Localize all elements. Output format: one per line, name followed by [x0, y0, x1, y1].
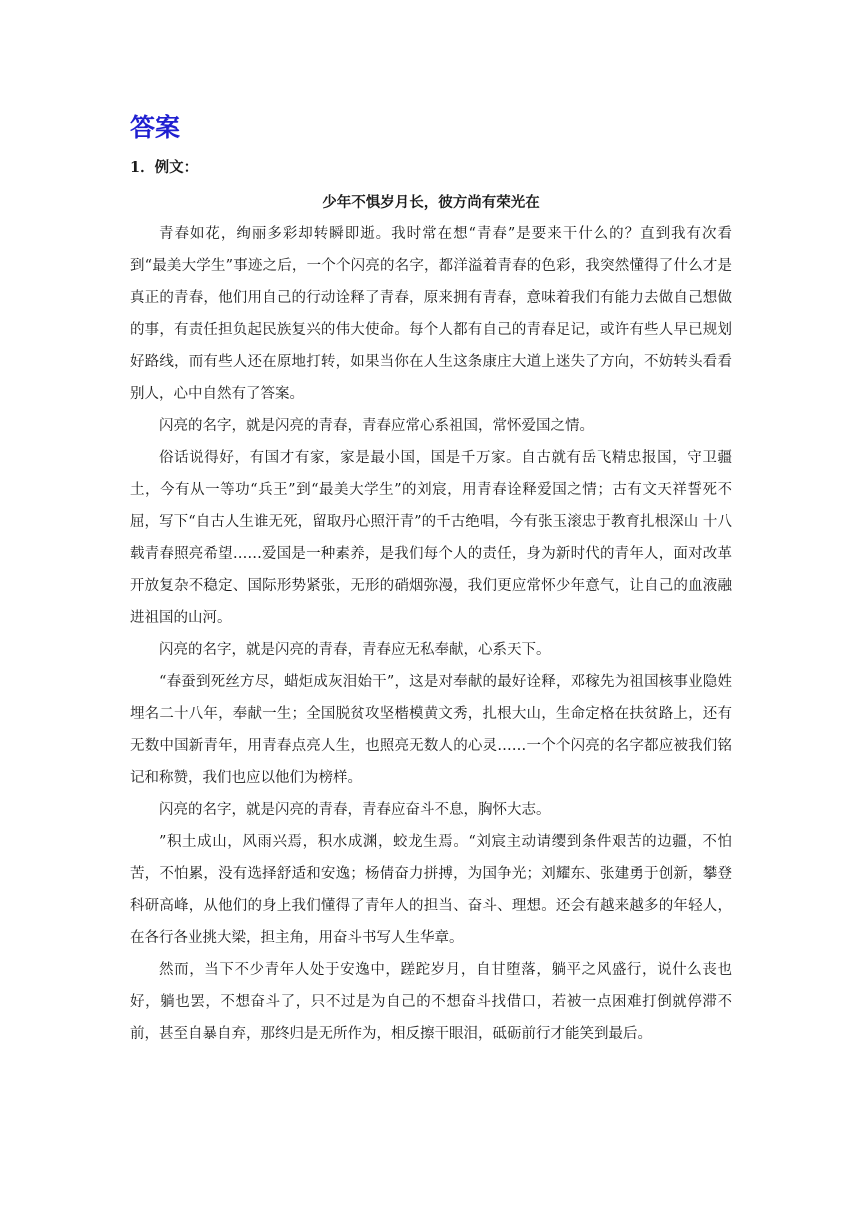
essay-paragraph: 闪亮的名字，就是闪亮的青春，青春应奋斗不息，胸怀大志。 — [159, 802, 551, 818]
answer-heading: 答案 — [130, 113, 181, 142]
answer-page — [130, 108, 732, 1050]
essay-paragraph: 青春如花，绚丽多彩却转瞬即逝。我时常在想“青春”是要来干什么的？直到我有次看到“最美大学生”事迹之后，一个个闪亮的名字，都洋溢着青春的色彩，我突然懂得了什么才是真正的青春，他们用自己的行动诠释了青春，原来拥有青春，意味着我们有能力去做自己想做的事，有责任担负起民族复兴的伟大使命。每个人都有自己的青春足记，或许有些人早已规划好路线，而有些人还在原地打转，如果当你在人生这条康庄大道上迷失了方向，不妨转头看看别人，心中自然有了答案。 — [130, 226, 732, 402]
essay-paragraph: 闪亮的名字，就是闪亮的青春，青春应常心系祖国，常怀爱国之情。 — [159, 418, 594, 434]
essay-paragraph: “春蚕到死丝方尽，蜡炬成灰泪始干”，这是对奉献的最好诠释，邓稼先为祖国核事业隐姓埋名二十八年，奉献一生；全国脱贫攻坚楷模黄文秀，扎根大山，生命定格在扶贫路上，还有无数中国新青年，用青春点亮人生，也照亮无数人的心灵……一个个闪亮的名字都应被我们铭记和称赞，我们也应以他们为榜样。 — [130, 674, 732, 786]
essay-paragraph: 闪亮的名字，就是闪亮的青春，青春应无私奉献，心系天下。 — [159, 642, 551, 658]
essay-title: 少年不惧岁月长，彼方尚有荣光在 — [322, 194, 540, 211]
question-label: 1．例文： — [130, 159, 199, 176]
essay-paragraph: 然而，当下不少青年人处于安逸中，蹉跎岁月，自甘堕落，躺平之风盛行，说什么丧也好，躺也罢，不想奋斗了，只不过是为自己的不想奋斗找借口，若被一点困难打倒就停滞不前，甚至自暴自弃，那终归是无所作为，相反擦干眼泪，砥砺前行才能笑到最后。 — [130, 962, 732, 1042]
essay-paragraph: ”积土成山，风雨兴焉，积水成渊，蛟龙生焉。“刘宸主动请缨到条件艰苦的边疆，不怕苦，不怕累，没有选择舒适和安逸；杨倩奋力拼搏，为国争光；刘耀东、张建勇于创新，攀登科研高峰，从他们的身上我们懂得了青年人的担当、奋斗、理想。还会有越来越多的年轻人，在各行各业挑大梁，担主角，用奋斗书写人生华章。 — [130, 834, 732, 946]
essay-paragraph: 俗话说得好，有国才有家，家是最小国，国是千万家。自古就有岳飞精忠报国，守卫疆土，今有从一等功“兵王”到“最美大学生”的刘宸，用青春诠释爱国之情；古有文天祥誓死不屈，写下“自古人生谁无死，留取丹心照汗青”的千古绝唱，今有张玉滚忠于教育扎根深山 十八载青春照亮希望……爱国是一种素养，是我们每个人的责任，身为新时代的青年人，面对改革开放复杂不稳定、国际形势紧张，无形的硝烟弥漫，我们更应常怀少年意气，让自己的血液融进祖国的山河。 — [130, 450, 732, 626]
